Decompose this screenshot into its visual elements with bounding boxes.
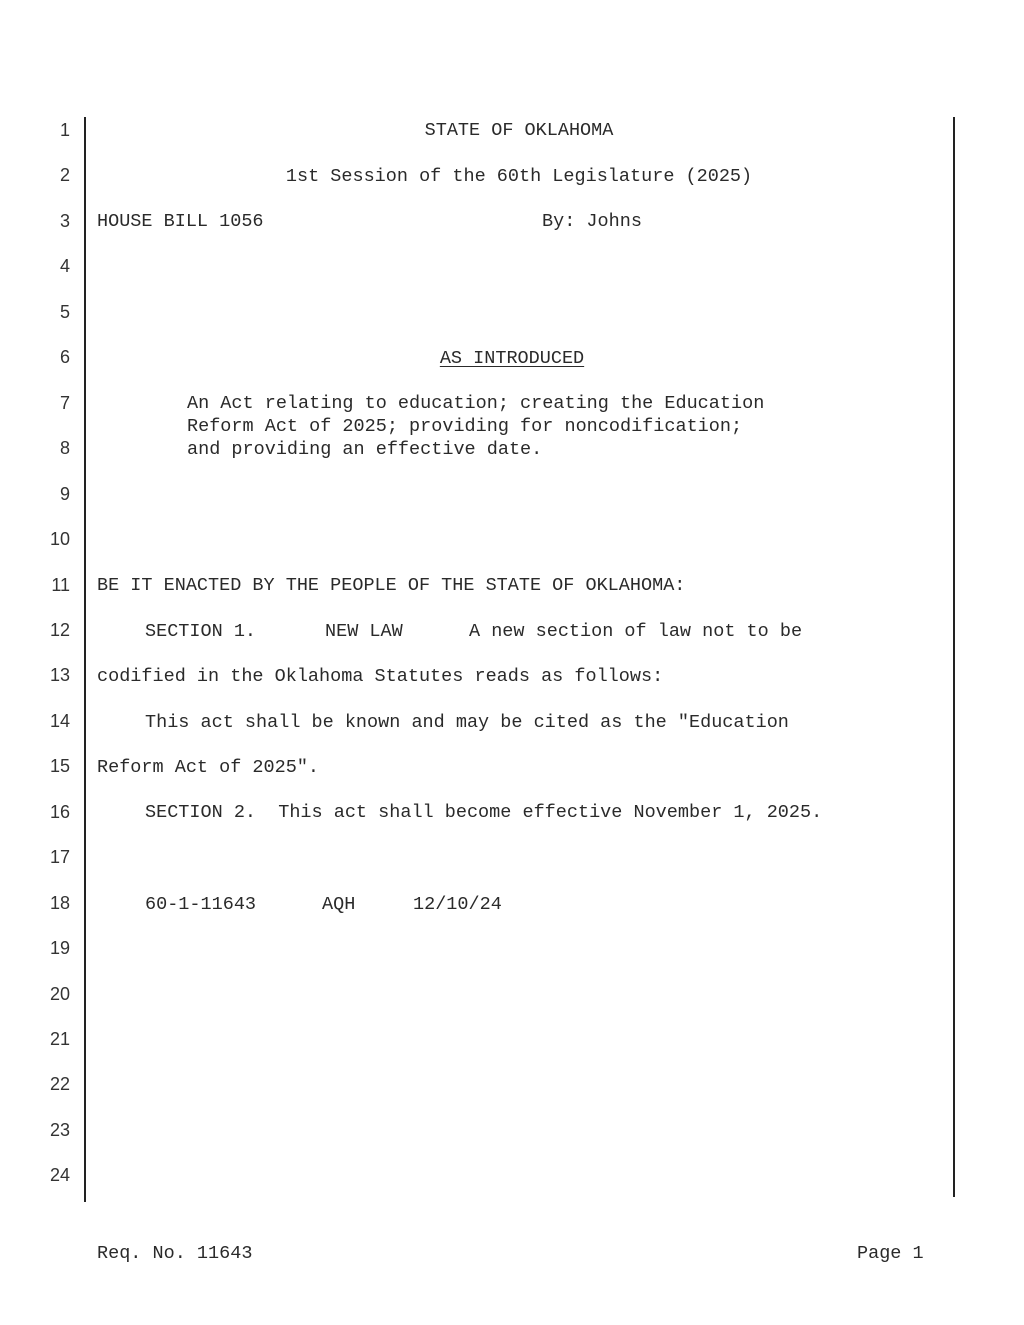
request-number: Req. No. 11643 (97, 1243, 253, 1264)
right-margin-rule (953, 117, 955, 1197)
line-number: 21 (49, 1029, 70, 1049)
line-number: 3 (59, 210, 70, 231)
line-number: 24 (49, 1165, 70, 1186)
state-heading: STATE OF OKLAHOMA (424, 120, 614, 141)
line-number: 7 (59, 392, 70, 413)
draft-initials: AQH (322, 894, 356, 915)
page-number: Page 1 (857, 1243, 924, 1264)
section-1-text-b: codified in the Oklahoma Statutes reads as follows: (97, 666, 664, 687)
line-number: 17 (49, 847, 70, 868)
line-number: 4 (59, 256, 70, 277)
line-number: 19 (49, 938, 70, 959)
title-line-3: and providing an effective date. (187, 439, 543, 460)
draft-date: 12/10/24 (413, 894, 502, 915)
bill-author: By: Johns (542, 211, 642, 232)
line-number: 14 (49, 710, 70, 731)
line-number: 13 (49, 665, 70, 686)
line-number: 1 (59, 120, 70, 140)
draft-number: 60-1-11643 (145, 894, 257, 915)
line-number: 11 (51, 574, 70, 595)
line-number: 16 (49, 801, 70, 822)
line-number: 9 (59, 483, 70, 504)
line-number: 22 (49, 1074, 70, 1095)
line-number: 5 (59, 301, 70, 322)
bill-number: HOUSE BILL 1056 (97, 211, 264, 232)
line-number: 6 (59, 347, 70, 368)
section-2-text: SECTION 2. This act shall become effective November 1, 2025. (145, 802, 823, 823)
section-1-text-a: A new section of law not to be (469, 621, 803, 642)
line-number: 23 (49, 1119, 70, 1140)
title-line-2: Reform Act of 2025; providing for noncodification; (187, 416, 743, 437)
line-number: 10 (49, 529, 70, 550)
section-1-type: NEW LAW (325, 621, 403, 642)
line-number: 18 (49, 892, 70, 913)
line-number: 2 (59, 165, 70, 186)
section-1-body-b: Reform Act of 2025". (97, 757, 320, 778)
line-number: 8 (59, 438, 70, 459)
line-number: 12 (49, 619, 70, 640)
left-margin-rule (84, 117, 86, 1202)
enacting-clause: BE IT ENACTED BY THE PEOPLE OF THE STATE OF OKLAHOMA: (97, 575, 686, 596)
line-number: 20 (49, 983, 70, 1004)
session-heading: 1st Session of the 60th Legislature (2025) (285, 166, 753, 187)
line-number: 15 (49, 756, 70, 777)
title-line-1: An Act relating to education; creating the Education (187, 393, 765, 414)
as-introduced-label: AS INTRODUCED (439, 348, 585, 369)
section-1-body-a: This act shall be known and may be cited as the "Education (145, 712, 789, 733)
section-1-label: SECTION 1. (145, 621, 257, 642)
